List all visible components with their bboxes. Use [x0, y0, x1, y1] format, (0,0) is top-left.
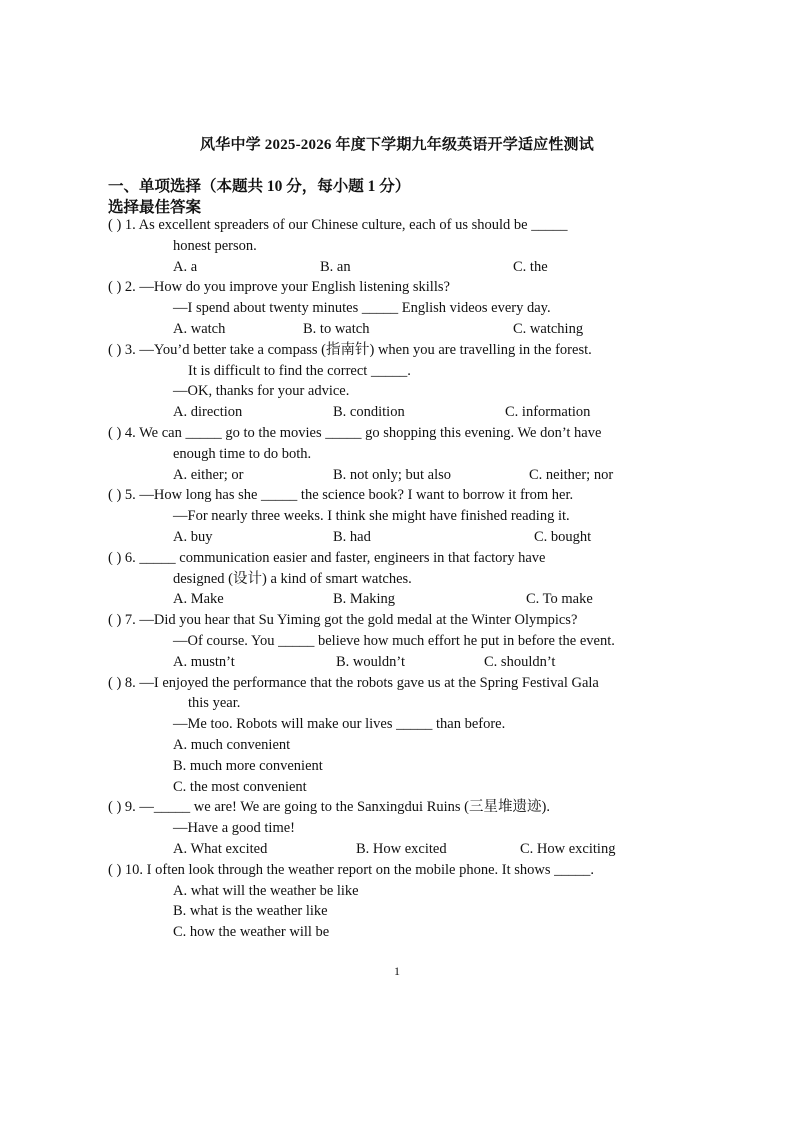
question-line: —Of course. You _____ believe how much effort he put in before the event. [173, 632, 615, 649]
option-a: A. watch [173, 320, 226, 337]
question-line: ( ) 9. —_____ we are! We are going to the Sanxingdui Ruins (三星堆遗迹). [108, 799, 550, 816]
question-line: It is difficult to find the correct _____. [188, 362, 411, 379]
question-line: —OK, thanks for your advice. [173, 383, 350, 400]
page-number: 1 [394, 964, 400, 978]
options-row [108, 319, 708, 340]
question-line: ( ) 3. —You’d better take a compass (指南针) when you are travelling in the forest. [108, 341, 592, 358]
question-line: ( ) 1. As excellent spreaders of our Chinese culture, each of us should be _____ [108, 217, 568, 233]
question-line: designed (设计) a kind of smart watches. [173, 570, 412, 587]
question-line: —I spend about twenty minutes _____ English videos every day. [173, 300, 551, 317]
option-b: B. much more convenient [173, 757, 323, 774]
option-c: C. information [505, 404, 591, 421]
question-line: ( ) 10. I often look through the weather report on the mobile phone. It shows _____. [108, 861, 595, 878]
option-c: C. neither; nor [529, 466, 614, 483]
options-row [108, 402, 708, 423]
options-row [108, 589, 708, 610]
question-line: honest person. [173, 237, 257, 254]
question-line: enough time to do both. [173, 445, 312, 462]
option-b: B. what is the weather like [173, 903, 328, 920]
option-b: B. How excited [356, 840, 447, 857]
options-row [108, 527, 708, 548]
option-b: B. to watch [303, 320, 370, 337]
option-b: B. condition [333, 404, 405, 421]
option-b: B. had [333, 528, 371, 545]
question-line: ( ) 2. —How do you improve your English listening skills? [108, 279, 450, 296]
option-c: C. bought [534, 528, 592, 545]
section-heading: 一、单项选择（本题共 10 分，每小题 1 分） [108, 178, 411, 195]
option-a: A. What excited [173, 840, 268, 857]
option-a: A. a [173, 258, 198, 275]
question-line: ( ) 6. _____ communication easier and faster, engineers in that factory have [108, 549, 546, 566]
option-a: A. what will the weather be like [173, 882, 359, 899]
option-b: B. not only; but also [333, 466, 452, 483]
exam-title: 风华中学 2025-2026 年度下学期九年级英语开学适应性测试 [200, 137, 594, 153]
question-list [108, 215, 708, 943]
option-c: C. how the weather will be [173, 924, 330, 941]
option-b: B. an [320, 258, 351, 275]
option-c: C. the [513, 258, 548, 275]
option-a: A. much convenient [173, 736, 291, 753]
question-line: —Me too. Robots will make our lives _____ than before. [173, 716, 506, 733]
options-row [108, 839, 708, 860]
question-line: ( ) 4. We can _____ go to the movies _____ go shopping this evening. We don’t have [108, 424, 602, 441]
question-line: this year. [188, 695, 241, 712]
option-c: C. the most convenient [173, 778, 307, 795]
option-c: C. To make [526, 591, 593, 608]
option-c: C. shouldn’t [484, 653, 556, 670]
option-a: A. buy [173, 528, 213, 545]
question-line: ( ) 8. —I enjoyed the performance that the robots gave us at the Spring Festival Gala [108, 674, 599, 691]
option-a: A. direction [173, 404, 243, 421]
question-line: ( ) 7. —Did you hear that Su Yiming got the gold medal at the Winter Olympics? [108, 612, 578, 629]
section-instruction: 选择最佳答案 [108, 199, 202, 216]
option-c: C. How exciting [520, 840, 616, 857]
question-line: ( ) 5. —How long has she _____ the science book? I want to borrow it from her. [108, 487, 574, 504]
options-row [108, 257, 708, 278]
options-row [108, 652, 708, 673]
option-c: C. watching [513, 320, 584, 337]
question-line: —Have a good time! [173, 820, 296, 837]
option-a: A. mustn’t [173, 653, 235, 670]
option-b: B. wouldn’t [336, 653, 406, 670]
options-row [108, 465, 708, 486]
question-line: —For nearly three weeks. I think she might have finished reading it. [173, 508, 570, 525]
option-a: A. either; or [173, 466, 244, 483]
option-a: A. Make [173, 591, 224, 608]
option-b: B. Making [333, 591, 396, 608]
